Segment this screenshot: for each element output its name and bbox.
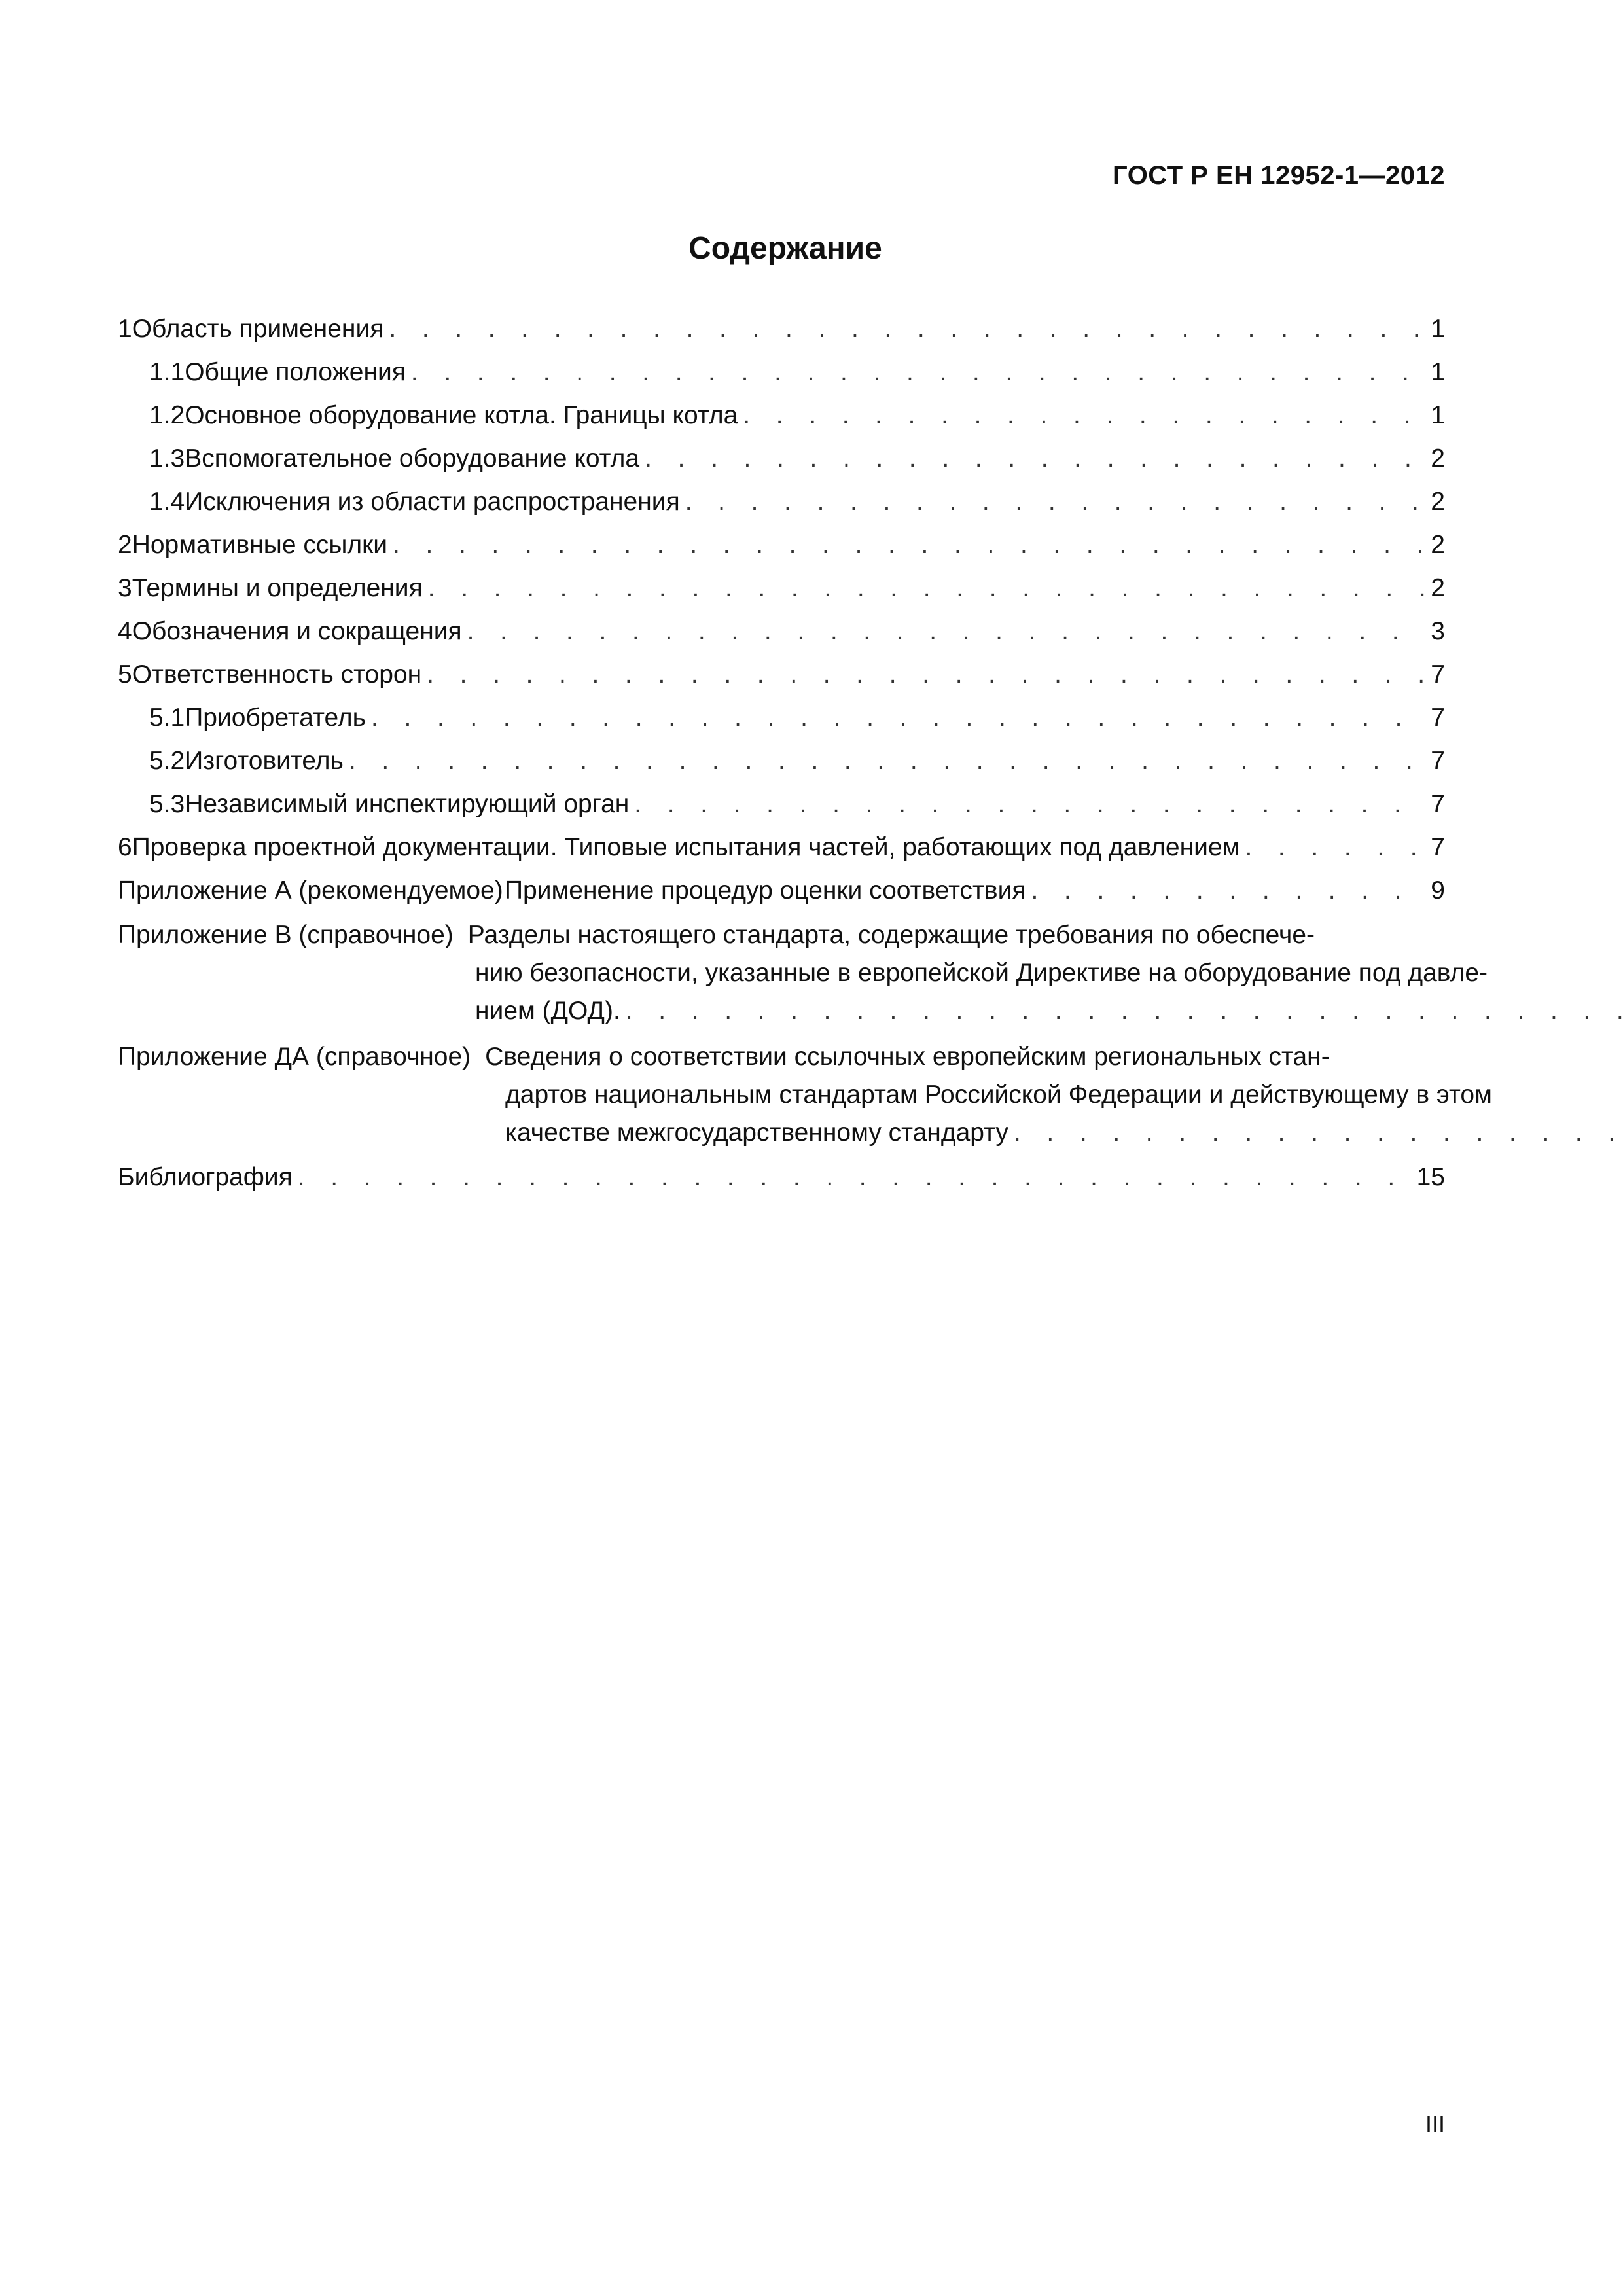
appendix-prefix: Приложение В (справочное) bbox=[118, 921, 454, 949]
toc-entry-6[interactable] bbox=[118, 826, 1445, 869]
toc-text: Нормативные ссылки bbox=[132, 531, 387, 559]
toc-page: 1 bbox=[1431, 401, 1445, 429]
toc-entry-appendix-a[interactable] bbox=[118, 869, 1445, 912]
toc-text: Обозначения и сокращения bbox=[132, 617, 462, 645]
leader-dots bbox=[685, 480, 1426, 524]
leader-dots bbox=[743, 394, 1425, 437]
leader-dots bbox=[634, 783, 1425, 826]
leader-dots bbox=[626, 992, 1623, 1030]
toc-text: Изготовитель bbox=[185, 747, 344, 775]
toc-entry-3[interactable] bbox=[118, 567, 1445, 610]
toc-page: 7 bbox=[1431, 704, 1445, 732]
toc-page: 2 bbox=[1431, 444, 1445, 473]
appendix-prefix: Приложение А (рекомендуемое) bbox=[118, 876, 503, 905]
table-of-contents bbox=[118, 308, 1492, 1199]
toc-page: 1 bbox=[1431, 358, 1445, 386]
toc-number: 1.4 bbox=[149, 488, 185, 516]
toc-text: Применение процедур оценки соответствия bbox=[504, 876, 1026, 905]
toc-text: Проверка проектной документации. Типовые испытания частей, работающих под давлением bbox=[132, 833, 1240, 861]
toc-text: Независимый инспектирующий орган bbox=[185, 790, 630, 818]
toc-page: 7 bbox=[1431, 747, 1445, 775]
leader-dots bbox=[389, 308, 1425, 351]
toc-page: 15 bbox=[1416, 1163, 1445, 1191]
toc-entry-2[interactable] bbox=[118, 524, 1445, 567]
leader-dots bbox=[1014, 1114, 1623, 1152]
leader-dots bbox=[1031, 869, 1426, 912]
toc-number: 1.1 bbox=[149, 358, 185, 386]
toc-text: Библиография bbox=[118, 1163, 293, 1191]
leader-dots bbox=[393, 524, 1425, 567]
toc-number: 6 bbox=[118, 833, 132, 861]
toc-number: 5.2 bbox=[149, 747, 185, 775]
leader-dots bbox=[1245, 826, 1425, 869]
leader-dots bbox=[467, 610, 1426, 653]
toc-number: 5.1 bbox=[149, 704, 185, 732]
toc-number: 1.2 bbox=[149, 401, 185, 429]
toc-entry-appendix-da[interactable] bbox=[118, 1038, 1492, 1152]
toc-entry-5-1[interactable] bbox=[118, 696, 1445, 740]
toc-text-line-3: нием (ДОД). bbox=[475, 997, 620, 1025]
page-title: Содержание bbox=[688, 231, 882, 266]
toc-entry-1-4[interactable] bbox=[118, 480, 1445, 524]
leader-dots bbox=[428, 567, 1426, 610]
leader-dots bbox=[349, 740, 1425, 783]
toc-text-line-3: качестве межгосударственному стандарту bbox=[505, 1119, 1008, 1147]
toc-entry-appendix-b[interactable] bbox=[118, 916, 1488, 1030]
toc-text: Ответственность сторон bbox=[132, 660, 422, 689]
toc-page: 7 bbox=[1431, 790, 1445, 818]
leader-dots bbox=[427, 653, 1425, 696]
appendix-prefix: Приложение ДА (справочное) bbox=[118, 1043, 471, 1071]
toc-text: Вспомогательное оборудование котла bbox=[185, 444, 640, 473]
toc-page: 1 bbox=[1431, 315, 1445, 343]
document-code: ГОСТ Р ЕН 12952-1—2012 bbox=[1113, 161, 1445, 190]
leader-dots bbox=[298, 1156, 1412, 1199]
toc-entry-1-2[interactable] bbox=[118, 394, 1445, 437]
toc-page: 2 bbox=[1431, 574, 1445, 602]
toc-entry-5[interactable] bbox=[118, 653, 1445, 696]
leader-dots bbox=[371, 696, 1425, 740]
toc-page: 7 bbox=[1431, 833, 1445, 861]
page-number: III bbox=[1425, 2111, 1445, 2138]
toc-entry-5-3[interactable] bbox=[118, 783, 1445, 826]
toc-entry-bibliography[interactable] bbox=[118, 1156, 1445, 1199]
toc-number: 3 bbox=[118, 574, 132, 602]
toc-text-line-1: Сведения о соответствии ссылочных европейским региональных стан- bbox=[485, 1043, 1330, 1071]
toc-number: 2 bbox=[118, 531, 132, 559]
toc-page: 2 bbox=[1431, 531, 1445, 559]
toc-text: Общие положения bbox=[185, 358, 406, 386]
toc-text: Исключения из области распространения bbox=[185, 488, 680, 516]
leader-dots bbox=[645, 437, 1425, 480]
toc-number: 1.3 bbox=[149, 444, 185, 473]
toc-number: 4 bbox=[118, 617, 132, 645]
toc-entry-1-1[interactable] bbox=[118, 351, 1445, 394]
toc-number: 5 bbox=[118, 660, 132, 689]
toc-number: 1 bbox=[118, 315, 132, 343]
leader-dots bbox=[411, 351, 1425, 394]
toc-entry-1-3[interactable] bbox=[118, 437, 1445, 480]
toc-page: 7 bbox=[1431, 660, 1445, 689]
toc-entry-4[interactable] bbox=[118, 610, 1445, 653]
toc-page: 2 bbox=[1431, 488, 1445, 516]
toc-number: 5.3 bbox=[149, 790, 185, 818]
toc-page: 9 bbox=[1431, 876, 1445, 905]
toc-text: Основное оборудование котла. Границы котла bbox=[185, 401, 738, 429]
toc-text: Область применения bbox=[132, 315, 384, 343]
toc-page: 3 bbox=[1431, 617, 1445, 645]
toc-text-line-2: нию безопасности, указанные в европейской Директиве на оборудование под давле- bbox=[475, 959, 1488, 987]
toc-text-line-1: Разделы настоящего стандарта, содержащие требования по обеспече- bbox=[467, 921, 1315, 949]
toc-entry-5-2[interactable] bbox=[118, 740, 1445, 783]
toc-text: Приобретатель bbox=[185, 704, 366, 732]
toc-text: Термины и определения bbox=[132, 574, 423, 602]
toc-entry-1[interactable] bbox=[118, 308, 1445, 351]
toc-text-line-2: дартов национальным стандартам Российской Федерации и действующему в этом bbox=[505, 1081, 1492, 1109]
